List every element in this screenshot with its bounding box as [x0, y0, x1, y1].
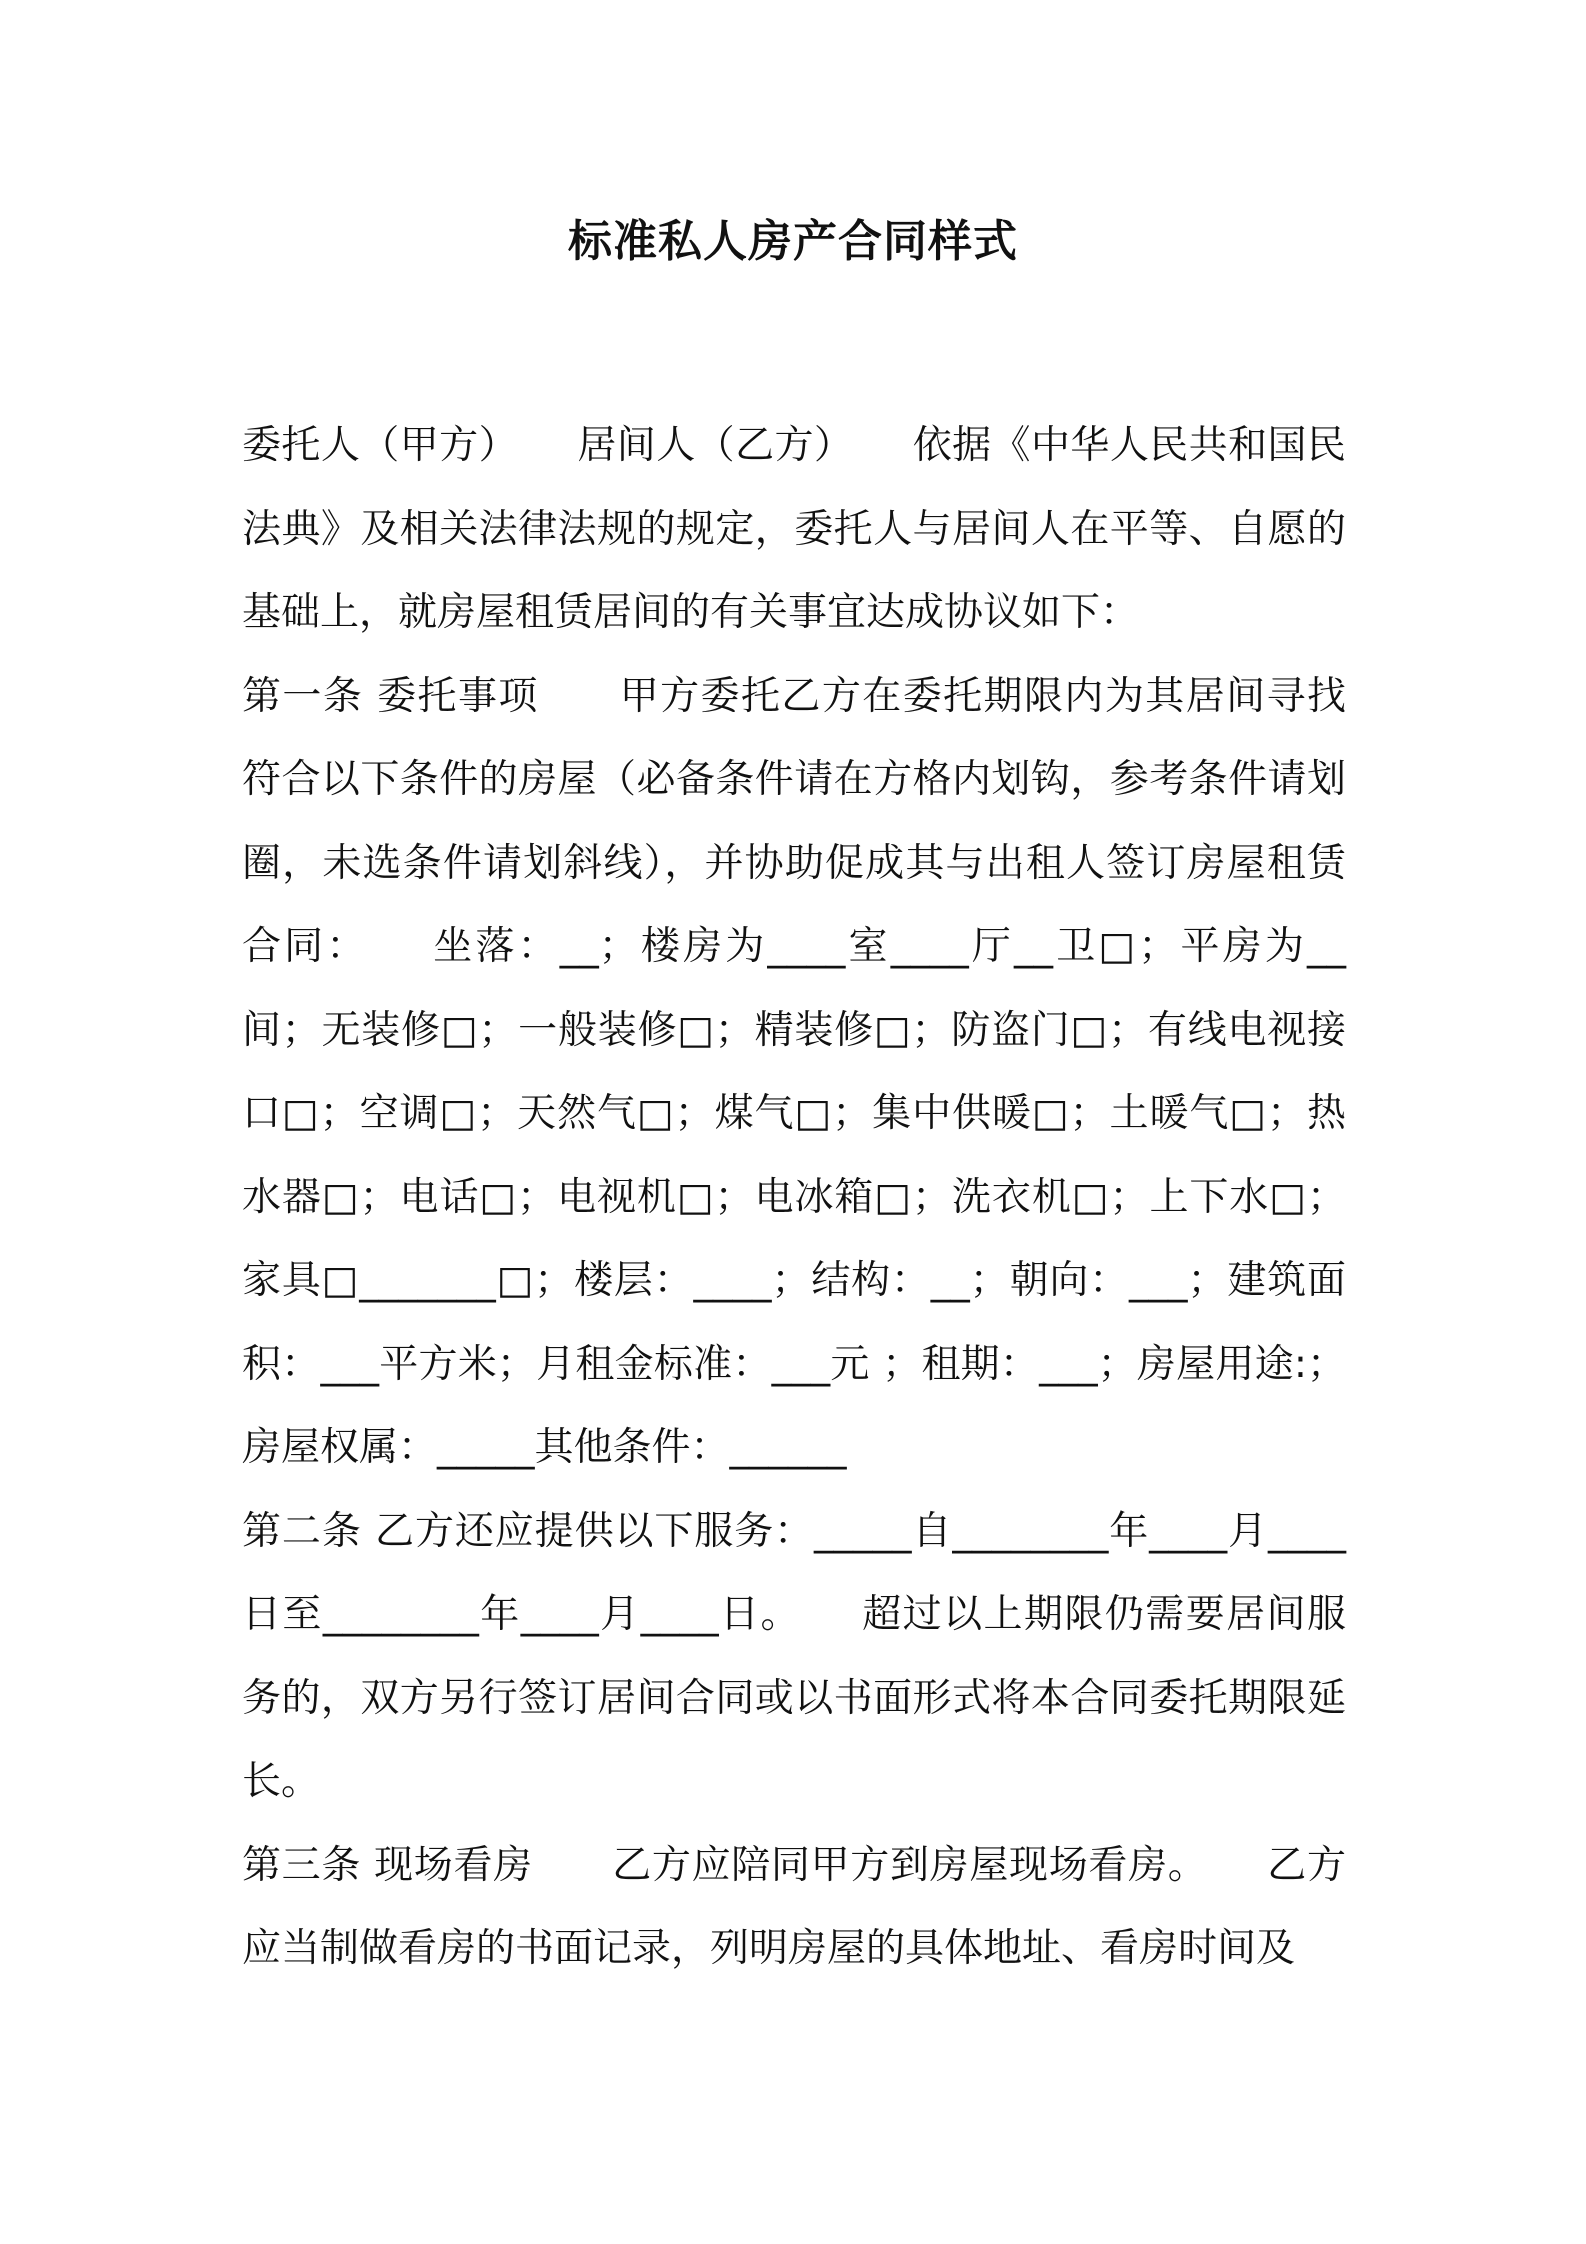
document-title: 标准私人房产合同样式 [568, 216, 1018, 267]
document-body [242, 404, 1346, 1991]
paragraph-article-1: 第一条 委托事项 甲方委托乙方在委托期限内为其居间寻找符合以下条件的房屋（必备条件请在方格内划钩，参考条件请划圈，未选条件请划斜线），并协助促成其与出租人签订房屋租赁合同： 坐落：__；楼房为____室____厅__卫□；平房为__间；无装修□；一般装修□；精装修□；防盗门□；有线电视接口□；空调□；天然气□；煤气□；集中供暖□；土暖气□；热水器□；电话□；电视机□；电冰箱□；洗衣机□；上下水□；家具□_______□；楼层：____；结构：__；朝向：___；建筑面积：___平方米；月租金标准：___元 ；租期：___；房屋用途:；房屋权属：_____其他条件：______ [242, 673, 1346, 1470]
paragraph-article-2: 第二条 乙方还应提供以下服务：_____自________年____月____日至________年____月____日。 超过以上期限仍需要居间服务的，双方另行签订居间合同或以书面形式将本合同委托期限延长。 [242, 1508, 1346, 1804]
paragraph-article-3: 第三条 现场看房 乙方应陪同甲方到房屋现场看房。 乙方应当制做看房的书面记录，列明房屋的具体地址、看房时间及 [242, 1842, 1346, 1971]
paragraph-preamble: 委托人（甲方） 居间人（乙方） 依据《中华人民共和国民法典》及相关法律法规的规定，委托人与居间人在平等、自愿的基础上，就房屋租赁居间的有关事宜达成协议如下： [242, 423, 1346, 635]
